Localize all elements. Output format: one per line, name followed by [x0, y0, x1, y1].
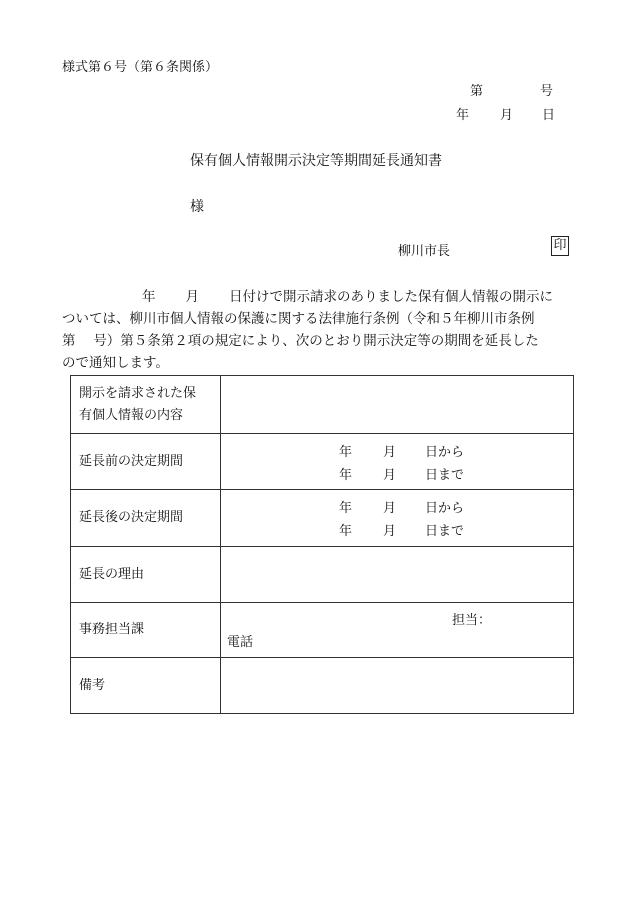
period-day-to: 日まで	[425, 524, 465, 539]
body-line-1-rest: 日付けで開示請求のありました保有個人情報の開示に	[229, 289, 553, 305]
table-row	[71, 547, 574, 603]
form-id: 様式第６号（第６条関係）	[62, 60, 219, 75]
phone-label: 電話	[227, 635, 254, 650]
period-month: 月	[383, 445, 397, 460]
label-line: 開示を請求された保	[79, 385, 197, 401]
period-month: 月	[383, 524, 397, 539]
number-suffix: 号	[540, 84, 554, 99]
period-month: 月	[383, 468, 397, 483]
period-day-from: 日から	[425, 501, 465, 516]
table-row	[71, 434, 574, 490]
date-day: 日	[542, 108, 556, 123]
date-year: 年	[456, 108, 470, 123]
after-period-field[interactable]	[221, 490, 574, 547]
body-line-2: ついては、柳川市個人情報の保護に関する法律施行条例（令和５年柳川市条例	[62, 311, 535, 327]
row-label-reason: 延長の理由	[71, 547, 221, 603]
notice-table	[70, 375, 574, 714]
body-line-3: 第 号）第５条第２項の規定により、次のとおり開示決定等の期間を延長した	[62, 333, 539, 349]
remarks-field[interactable]	[221, 658, 574, 714]
period-year: 年	[339, 468, 353, 483]
seal-mark: 印	[551, 236, 569, 256]
person-in-charge-label: 担当：	[452, 613, 492, 628]
document-number	[470, 80, 554, 99]
row-label-after-period: 延長後の決定期間	[71, 490, 221, 547]
body-line-1	[62, 286, 572, 308]
table-row	[71, 376, 574, 434]
table-row	[71, 490, 574, 547]
addressee: 様	[190, 199, 204, 215]
notice-body	[62, 286, 572, 374]
period-year: 年	[339, 501, 353, 516]
row-label-before-period: 延長前の決定期間	[71, 434, 221, 490]
period-day-to: 日まで	[425, 468, 465, 483]
row-label-department: 事務担当課	[71, 603, 221, 658]
label-line: 有個人情報の内容	[79, 407, 184, 423]
reason-field[interactable]	[221, 547, 574, 603]
body-year: 年	[142, 289, 156, 305]
body-month: 月	[185, 289, 199, 305]
request-content-field[interactable]	[221, 376, 574, 434]
table-row	[71, 658, 574, 714]
period-day-from: 日から	[425, 445, 465, 460]
body-line-4: ので通知します。	[62, 355, 169, 371]
number-prefix: 第	[470, 84, 484, 99]
document-title: 保有個人情報開示決定等期間延長通知書	[190, 153, 442, 169]
before-period-field[interactable]	[221, 434, 574, 490]
row-label-request-content	[71, 376, 221, 434]
period-month: 月	[383, 501, 397, 516]
date-month: 月	[500, 108, 514, 123]
period-year: 年	[339, 524, 353, 539]
row-label-remarks: 備考	[71, 658, 221, 714]
issuer-name: 柳川市長	[398, 244, 451, 259]
table-row	[71, 603, 574, 658]
department-field[interactable]	[221, 603, 574, 658]
period-year: 年	[339, 445, 353, 460]
